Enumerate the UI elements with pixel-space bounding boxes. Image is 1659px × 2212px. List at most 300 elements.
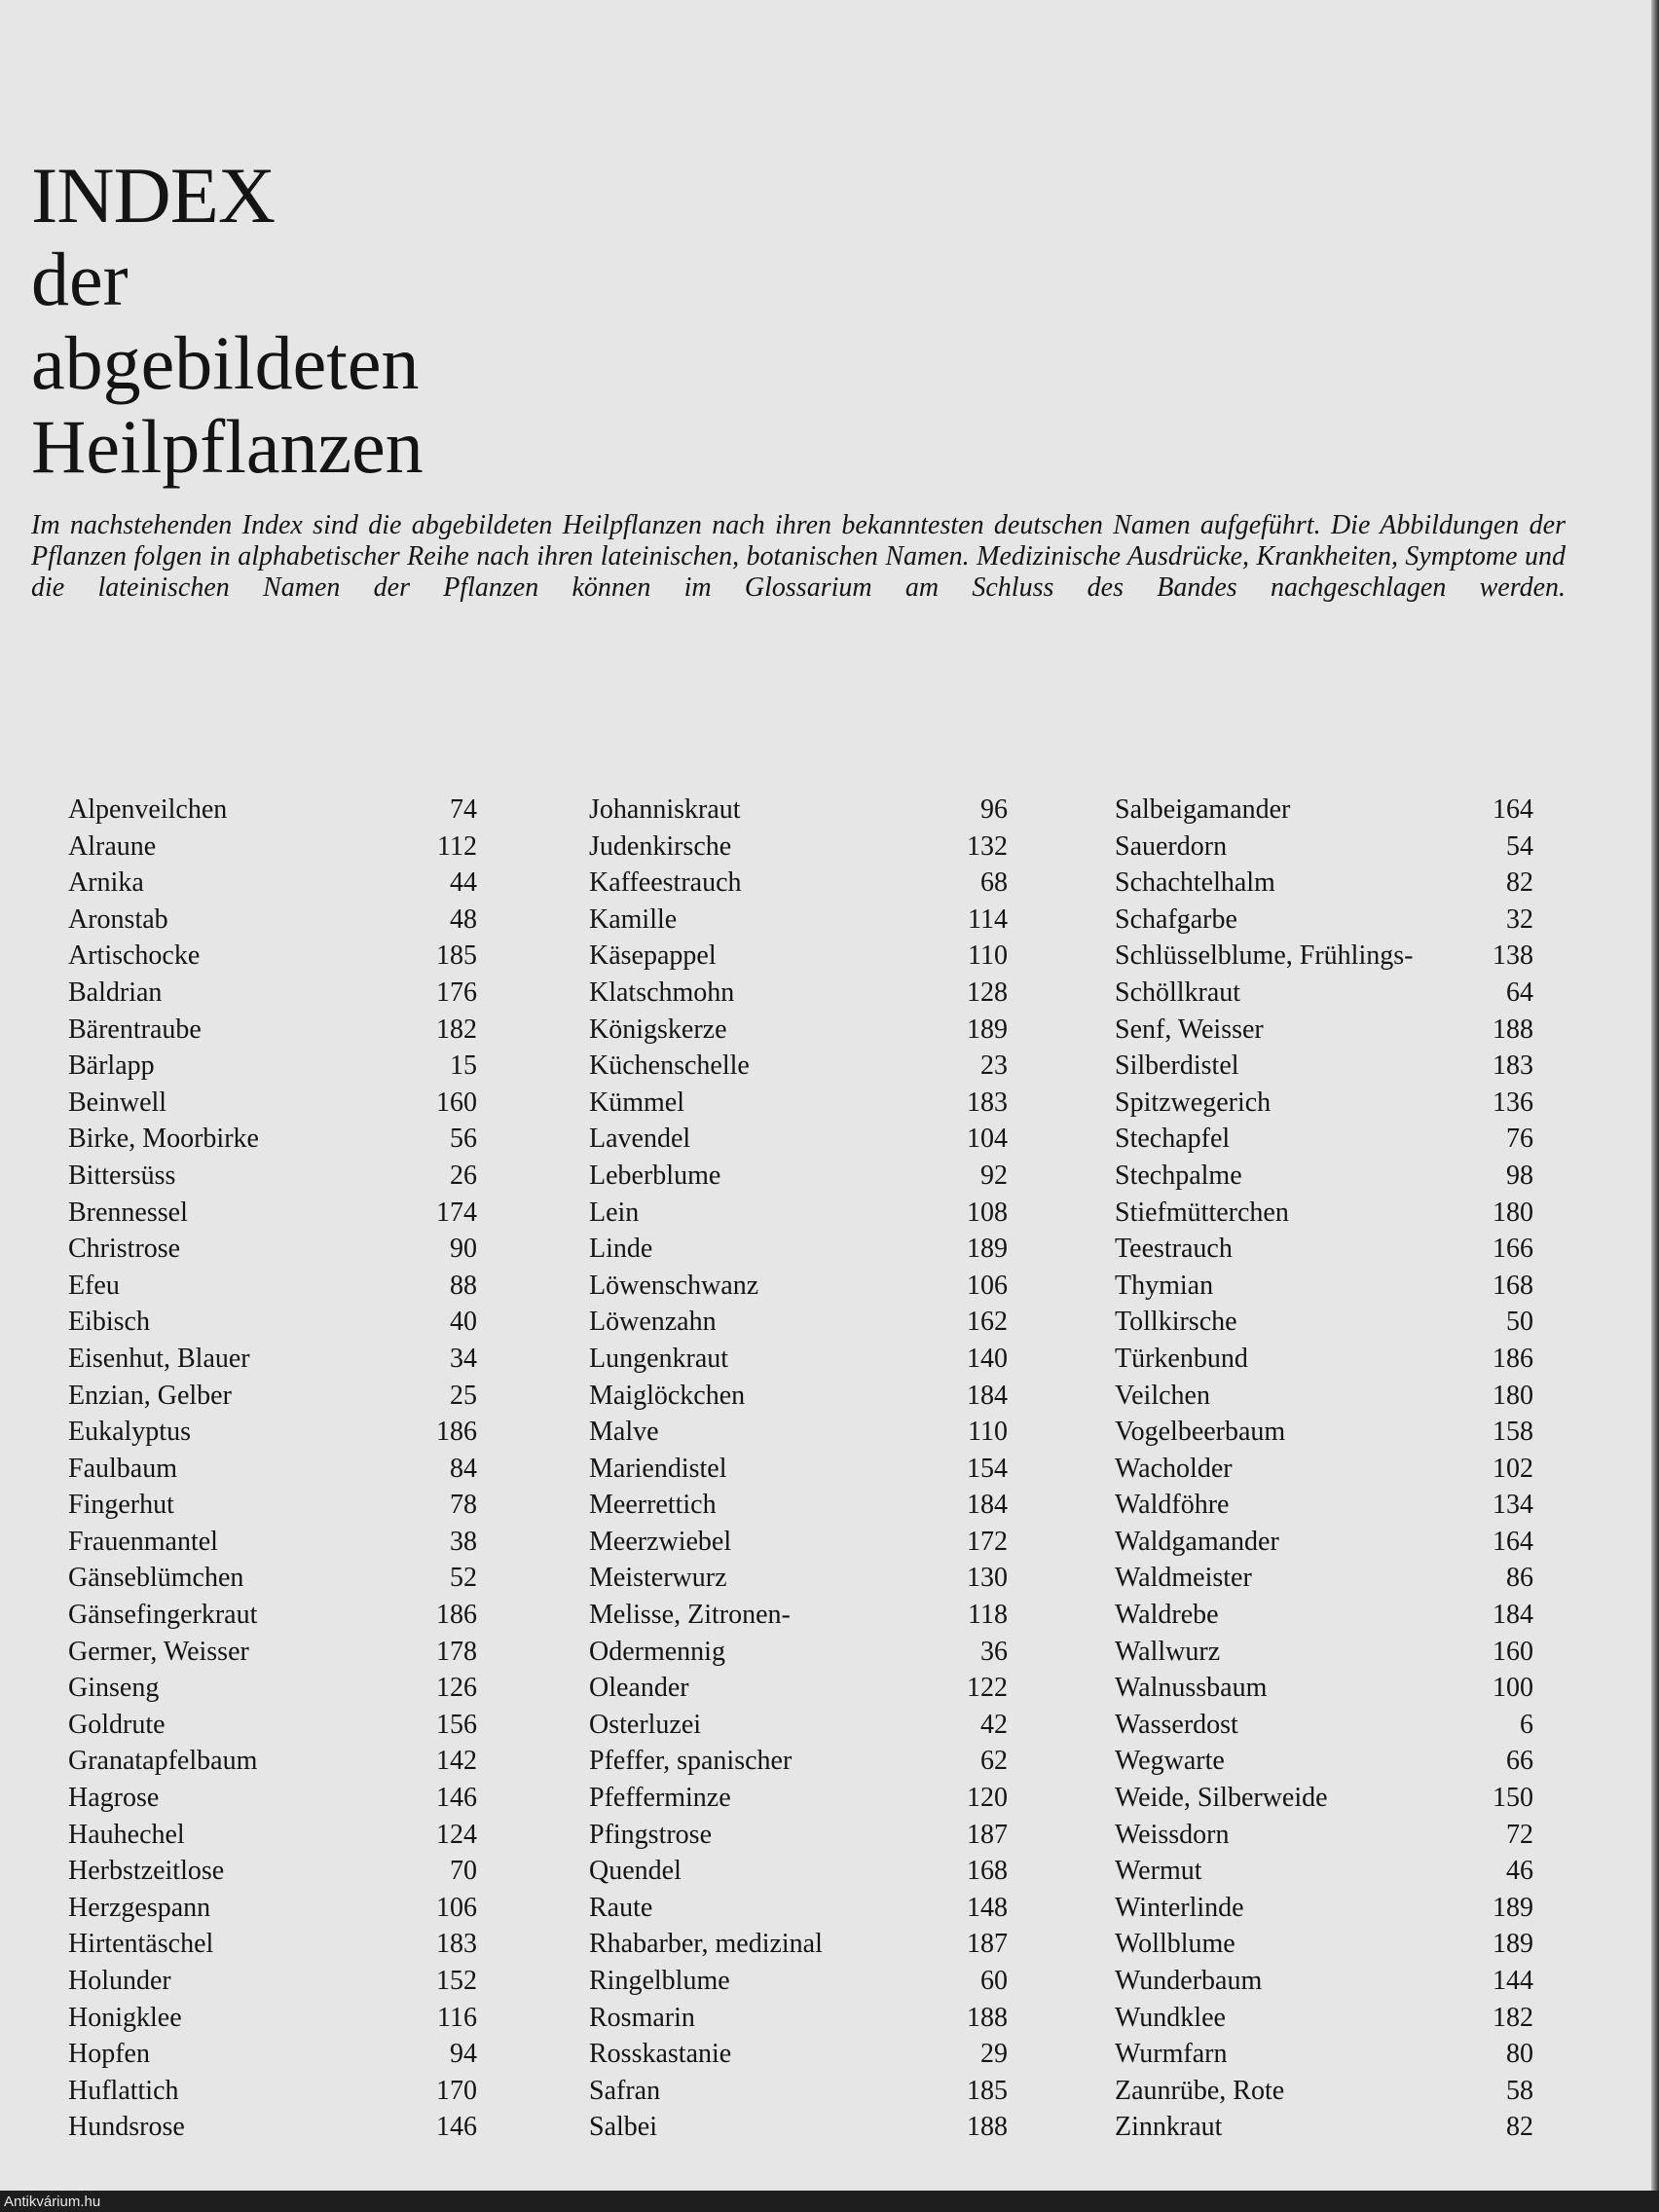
page-number: 152: [436, 1966, 477, 1996]
page-number: 160: [1493, 1636, 1533, 1667]
index-entry: [589, 902, 1008, 939]
plant-name: Winterlinde: [1115, 1892, 1244, 1923]
page-number: 122: [967, 1673, 1008, 1704]
plant-name: Türkenbund: [1115, 1343, 1248, 1374]
page-number: 166: [1493, 1234, 1533, 1265]
plant-name: Senf, Weisser: [1115, 1014, 1264, 1045]
page-number: 82: [1506, 867, 1533, 899]
index-entry: [589, 1048, 1008, 1085]
index-entry: [68, 2036, 477, 2073]
index-entry: [589, 1378, 1008, 1415]
index-entry: [68, 792, 477, 829]
plant-name: Judenkirsche: [589, 830, 732, 862]
page-number: 168: [1493, 1270, 1533, 1301]
title-line-1: INDEX: [31, 151, 276, 240]
page-number: 118: [968, 1600, 1008, 1631]
page-number: 66: [1506, 1746, 1533, 1777]
index-entry: [1115, 1963, 1533, 2000]
index-column-1: [68, 792, 477, 2146]
index-entry: [1115, 1853, 1533, 1890]
index-entry: [68, 1268, 477, 1305]
page-number: 182: [1493, 2002, 1533, 2033]
page-number: 148: [967, 1892, 1008, 1923]
page-number: 185: [967, 2075, 1008, 2106]
plant-name: Lavendel: [589, 1124, 691, 1155]
index-entry: [1115, 1341, 1533, 1378]
index-entry: [1115, 865, 1533, 902]
page-number: 138: [1493, 940, 1533, 972]
index-entry: [589, 865, 1008, 902]
plant-name: Teestrauch: [1115, 1234, 1233, 1265]
index-entry: [589, 1085, 1008, 1122]
plant-name: Ringelblume: [589, 1966, 730, 1996]
page-number: 100: [1493, 1673, 1533, 1704]
page-number: 185: [436, 940, 477, 972]
index-entry: [1115, 1743, 1533, 1780]
page-number: 146: [436, 1783, 477, 1814]
page-number: 183: [1493, 1051, 1533, 1082]
plant-name: Schöllkraut: [1115, 977, 1241, 1008]
page-number: 150: [1493, 1783, 1533, 1814]
index-entry: [68, 1487, 477, 1524]
index-entry: [68, 1231, 477, 1268]
index-entry: [589, 792, 1008, 829]
index-entry: [1115, 2000, 1533, 2037]
page-number: 172: [967, 1526, 1008, 1557]
index-entry: [68, 1524, 477, 1561]
index-entry: [1115, 1597, 1533, 1634]
index-entry: [68, 1378, 477, 1415]
plant-name: Gänsefingerkraut: [68, 1600, 258, 1631]
index-entry: [68, 1560, 477, 1597]
page-number: 184: [967, 1490, 1008, 1521]
page-number: 112: [437, 830, 477, 862]
plant-name: Ginseng: [68, 1673, 160, 1704]
page-number: 23: [980, 1051, 1008, 1082]
page-number: 160: [436, 1087, 477, 1118]
plant-name: Sauerdorn: [1115, 830, 1228, 862]
index-entry: [1115, 938, 1533, 975]
index-entry: [1115, 829, 1533, 866]
index-entry: [1115, 1634, 1533, 1671]
page-number: 186: [1493, 1343, 1533, 1374]
index-entry: [589, 2073, 1008, 2110]
bottom-strip: [0, 2191, 1659, 2212]
plant-name: Eisenhut, Blauer: [68, 1343, 250, 1374]
index-column-2: [589, 792, 1008, 2146]
title-line-4: Heilpflanzen: [31, 404, 424, 489]
page-number: 34: [450, 1343, 477, 1374]
plant-name: Wacholder: [1115, 1453, 1233, 1484]
plant-name: Safran: [589, 2075, 661, 2106]
page-number: 44: [450, 867, 477, 899]
plant-name: Zaunrübe, Rote: [1115, 2075, 1285, 2106]
index-entry: [68, 1634, 477, 1671]
page-number: 180: [1493, 1380, 1533, 1411]
index-entry: [1115, 1560, 1533, 1597]
page-number: 78: [450, 1490, 477, 1521]
plant-name: Rosmarin: [589, 2002, 695, 2033]
index-entry: [68, 1048, 477, 1085]
index-entry: [589, 1817, 1008, 1854]
page-number: 46: [1506, 1856, 1533, 1887]
plant-name: Enzian, Gelber: [68, 1380, 232, 1411]
page-number: 25: [450, 1380, 477, 1411]
index-entry: [589, 1451, 1008, 1488]
page-number: 189: [967, 1234, 1008, 1265]
index-entry: [589, 1707, 1008, 1744]
plant-name: Käsepappel: [589, 940, 717, 972]
index-entry: [68, 1341, 477, 1378]
index-entry: [68, 1707, 477, 1744]
plant-name: Stechpalme: [1115, 1160, 1242, 1191]
index-entry: [589, 1414, 1008, 1451]
page-number: 36: [980, 1636, 1008, 1667]
page-number: 164: [1493, 1526, 1533, 1557]
index-entry: [68, 1890, 477, 1927]
index-entry: [1115, 1195, 1533, 1232]
plant-name: Bärentraube: [68, 1014, 202, 1045]
page-number: 189: [1493, 1892, 1533, 1923]
page-number: 187: [967, 1929, 1008, 1960]
plant-name: Granatapfelbaum: [68, 1746, 258, 1777]
plant-name: Spitzwegerich: [1115, 1087, 1272, 1118]
plant-name: Quendel: [589, 1856, 682, 1887]
index-entry: [589, 1012, 1008, 1049]
plant-name: Lungenkraut: [589, 1343, 729, 1374]
page-number: 158: [1493, 1417, 1533, 1448]
page-number: 144: [1493, 1966, 1533, 1996]
title-line-2: der: [31, 237, 129, 321]
title-line-3: abgebildeten: [31, 320, 420, 405]
index-entry: [589, 1268, 1008, 1305]
index-entry: [589, 1304, 1008, 1341]
plant-name: Hundsrose: [68, 2112, 185, 2143]
page-number: 188: [967, 2002, 1008, 2033]
plant-name: Gänseblümchen: [68, 1563, 244, 1594]
index-entry: [1115, 975, 1533, 1012]
plant-name: Kaffeestrauch: [589, 867, 742, 899]
page-number: 142: [436, 1746, 477, 1777]
index-entry: [68, 1780, 477, 1817]
page-number: 6: [1520, 1709, 1533, 1740]
plant-name: Herzgespann: [68, 1892, 211, 1923]
index-entry: [589, 1634, 1008, 1671]
index-entry: [589, 1743, 1008, 1780]
page-number: 70: [450, 1856, 477, 1887]
plant-name: Birke, Moorbirke: [68, 1124, 259, 1155]
watermark: Antikvárium.hu: [4, 2194, 101, 2210]
index-entry: [589, 1195, 1008, 1232]
page-number: 38: [450, 1526, 477, 1557]
plant-name: Hauhechel: [68, 1819, 185, 1850]
page-number: 136: [1493, 1087, 1533, 1118]
page-number: 174: [436, 1197, 477, 1228]
plant-name: Schafgarbe: [1115, 903, 1237, 935]
page-number: 134: [1493, 1490, 1533, 1521]
page-number: 183: [436, 1929, 477, 1960]
plant-name: Johanniskraut: [589, 794, 741, 825]
plant-name: Holunder: [68, 1966, 171, 1996]
plant-name: Hagrose: [68, 1783, 160, 1814]
page-edge-shadow: [1651, 0, 1659, 2212]
plant-name: Bärlapp: [68, 1051, 155, 1082]
index-entry: [589, 1560, 1008, 1597]
page-number: 178: [436, 1636, 477, 1667]
page-number: 110: [968, 940, 1008, 972]
index-entry: [1115, 1085, 1533, 1122]
plant-name: Wegwarte: [1115, 1746, 1225, 1777]
plant-name: Hirtentäschel: [68, 1929, 214, 1960]
plant-name: Vogelbeerbaum: [1115, 1417, 1286, 1448]
plant-name: Veilchen: [1115, 1380, 1210, 1411]
index-entry: [1115, 1817, 1533, 1854]
page-number: 52: [450, 1563, 477, 1594]
page-number: 170: [436, 2075, 477, 2106]
plant-name: Eibisch: [68, 1307, 150, 1338]
plant-name: Zinnkraut: [1115, 2112, 1223, 2143]
page-number: 74: [450, 794, 477, 825]
page-number: 102: [1493, 1453, 1533, 1484]
plant-name: Alpenveilchen: [68, 794, 228, 825]
index-entry: [589, 1487, 1008, 1524]
index-entry: [589, 2000, 1008, 2037]
plant-name: Pfeffer, spanischer: [589, 1746, 793, 1777]
index-entry: [589, 2109, 1008, 2146]
page-number: 106: [967, 1270, 1008, 1301]
index-entry: [68, 1195, 477, 1232]
plant-name: Salbei: [589, 2112, 657, 2143]
plant-name: Wunderbaum: [1115, 1966, 1263, 1996]
plant-name: Stiefmütterchen: [1115, 1197, 1289, 1228]
plant-name: Silberdistel: [1115, 1051, 1239, 1082]
page-number: 15: [450, 1051, 477, 1082]
plant-name: Rhabarber, medizinal: [589, 1929, 823, 1960]
intro-paragraph: Im nachstehenden Index sind die abgebildeten Heilpflanzen nach ihren bekanntesten deutschen Namen aufgeführt. Die Abbildungen der Pflanzen folgen in alphabetischer Reihe nach ihren lateinischen, botanischen Namen. Medizinische Ausdrücke, Krankheiten, Symptome und die lateinischen Namen der Pflanzen können im Glossarium am Schluss des Bandes nachgeschlagen werden.: [31, 510, 1566, 603]
index-entry: [68, 2109, 477, 2146]
index-entry: [1115, 2036, 1533, 2073]
plant-name: Pfefferminze: [589, 1783, 731, 1814]
plant-name: Faulbaum: [68, 1453, 177, 1484]
index-entry: [68, 1670, 477, 1707]
index-entry: [68, 1304, 477, 1341]
page-number: 187: [967, 1819, 1008, 1850]
page-number: 88: [450, 1270, 477, 1301]
plant-name: Efeu: [68, 1270, 120, 1301]
index-entry: [68, 2073, 477, 2110]
page-number: 184: [967, 1380, 1008, 1411]
index-entry: [1115, 902, 1533, 939]
plant-name: Christrose: [68, 1234, 181, 1265]
page-number: 104: [967, 1124, 1008, 1155]
plant-name: Honigklee: [68, 2002, 182, 2033]
page-number: 146: [436, 2112, 477, 2143]
index-entry: [1115, 2109, 1533, 2146]
page-number: 42: [980, 1709, 1008, 1740]
page-number: 76: [1506, 1124, 1533, 1155]
page-number: 108: [967, 1197, 1008, 1228]
page-number: 186: [436, 1417, 477, 1448]
plant-name: Kümmel: [589, 1087, 684, 1118]
index-entry: [589, 1780, 1008, 1817]
page-number: 116: [437, 2002, 477, 2033]
page-number: 98: [1506, 1160, 1533, 1191]
page-number: 64: [1506, 977, 1533, 1008]
page-number: 94: [450, 2039, 477, 2070]
page-number: 90: [450, 1234, 477, 1265]
plant-name: Baldrian: [68, 977, 163, 1008]
plant-name: Waldgamander: [1115, 1526, 1279, 1557]
page-number: 110: [968, 1417, 1008, 1448]
page-title: [31, 151, 424, 489]
plant-name: Rosskastanie: [589, 2039, 732, 2070]
plant-name: Wollblume: [1115, 1929, 1235, 1960]
index-entry: [68, 1158, 477, 1195]
plant-name: Wasserdost: [1115, 1709, 1238, 1740]
plant-name: Osterluzei: [589, 1709, 702, 1740]
index-entry: [589, 1341, 1008, 1378]
page-number: 80: [1506, 2039, 1533, 2070]
plant-name: Tollkirsche: [1115, 1307, 1237, 1338]
plant-name: Odermennig: [589, 1636, 725, 1667]
index-entry: [589, 938, 1008, 975]
index-entry: [1115, 1487, 1533, 1524]
page-number: 176: [436, 977, 477, 1008]
index-entry: [1115, 1012, 1533, 1049]
plant-name: Küchenschelle: [589, 1051, 750, 1082]
index-entry: [1115, 1707, 1533, 1744]
plant-name: Lein: [589, 1197, 640, 1228]
page-number: 96: [980, 794, 1008, 825]
plant-name: Eukalyptus: [68, 1417, 191, 1448]
plant-name: Löwenzahn: [589, 1307, 717, 1338]
plant-name: Wermut: [1115, 1856, 1202, 1887]
index-entry: [589, 2036, 1008, 2073]
plant-name: Schachtelhalm: [1115, 867, 1275, 899]
page-number: 184: [1493, 1600, 1533, 1631]
plant-name: Schlüsselblume, Frühlings-: [1115, 940, 1414, 972]
index-entry: [589, 1524, 1008, 1561]
plant-name: Meerzwiebel: [589, 1526, 732, 1557]
index-entry: [1115, 1304, 1533, 1341]
page-number: 68: [980, 867, 1008, 899]
plant-name: Melisse, Zitronen-: [589, 1600, 791, 1631]
index-entry: [68, 975, 477, 1012]
page-number: 168: [967, 1856, 1008, 1887]
index-entry: [1115, 792, 1533, 829]
index-entry: [68, 1853, 477, 1890]
index-entry: [68, 938, 477, 975]
plant-name: Alraune: [68, 830, 157, 862]
index-entry: [68, 1963, 477, 2000]
plant-name: Mariendistel: [589, 1453, 727, 1484]
plant-name: Stechapfel: [1115, 1124, 1231, 1155]
page-number: 126: [436, 1673, 477, 1704]
index-entry: [589, 1963, 1008, 2000]
page-number: 84: [450, 1453, 477, 1484]
page-number: 62: [980, 1746, 1008, 1777]
plant-name: Beinwell: [68, 1087, 167, 1118]
page-number: 189: [967, 1014, 1008, 1045]
plant-name: Klatschmohn: [589, 977, 735, 1008]
index-entry: [589, 1890, 1008, 1927]
plant-name: Oleander: [589, 1673, 689, 1704]
index-entry: [68, 1926, 477, 1963]
page-number: 50: [1506, 1307, 1533, 1338]
page-number: 162: [967, 1307, 1008, 1338]
plant-name: Arnika: [68, 867, 144, 899]
plant-name: Frauenmantel: [68, 1526, 218, 1557]
index-entry: [589, 1597, 1008, 1634]
plant-name: Wundklee: [1115, 2002, 1226, 2033]
index-entry: [1115, 1780, 1533, 1817]
index-entry: [68, 829, 477, 866]
page-number: 26: [450, 1160, 477, 1191]
plant-name: Weide, Silberweide: [1115, 1783, 1328, 1814]
index-entry: [589, 1853, 1008, 1890]
plant-name: Goldrute: [68, 1709, 166, 1740]
index-entry: [68, 902, 477, 939]
plant-name: Linde: [589, 1234, 653, 1265]
page-number: 183: [967, 1087, 1008, 1118]
page-number: 29: [980, 2039, 1008, 2070]
index-entry: [589, 975, 1008, 1012]
index-entry: [1115, 1524, 1533, 1561]
index-entry: [68, 1085, 477, 1122]
index-entry: [1115, 1231, 1533, 1268]
page-number: 156: [436, 1709, 477, 1740]
plant-name: Herbstzeitlose: [68, 1856, 225, 1887]
index-entry: [589, 1231, 1008, 1268]
plant-name: Waldföhre: [1115, 1490, 1230, 1521]
page-number: 48: [450, 903, 477, 935]
plant-name: Meerrettich: [589, 1490, 717, 1521]
page-number: 114: [968, 903, 1008, 935]
index-entry: [1115, 2073, 1533, 2110]
index-entry: [1115, 1121, 1533, 1158]
page-number: 82: [1506, 2112, 1533, 2143]
plant-name: Weissdorn: [1115, 1819, 1230, 1850]
page-number: 188: [1493, 1014, 1533, 1045]
plant-name: Wallwurz: [1115, 1636, 1221, 1667]
index-entry: [68, 1597, 477, 1634]
plant-name: Löwenschwanz: [589, 1270, 759, 1301]
page-number: 58: [1506, 2075, 1533, 2106]
page-number: 92: [980, 1160, 1008, 1191]
page-number: 86: [1506, 1563, 1533, 1594]
page-number: 40: [450, 1307, 477, 1338]
plant-name: Brennessel: [68, 1197, 188, 1228]
page-number: 182: [436, 1014, 477, 1045]
plant-name: Wurmfarn: [1115, 2039, 1228, 2070]
page-number: 120: [967, 1783, 1008, 1814]
index-entry: [589, 1926, 1008, 1963]
plant-name: Leberblume: [589, 1160, 721, 1191]
index-entry: [68, 1012, 477, 1049]
index-entry: [589, 1121, 1008, 1158]
plant-name: Waldrebe: [1115, 1600, 1219, 1631]
plant-name: Raute: [589, 1892, 653, 1923]
page-number: 154: [967, 1453, 1008, 1484]
index-column-3: [1115, 792, 1533, 2146]
index-entry: [68, 1451, 477, 1488]
plant-name: Maiglöckchen: [589, 1380, 746, 1411]
index-entry: [589, 829, 1008, 866]
plant-name: Fingerhut: [68, 1490, 174, 1521]
plant-name: Pfingstrose: [589, 1819, 712, 1850]
page-number: 56: [450, 1124, 477, 1155]
index-entry: [1115, 1670, 1533, 1707]
